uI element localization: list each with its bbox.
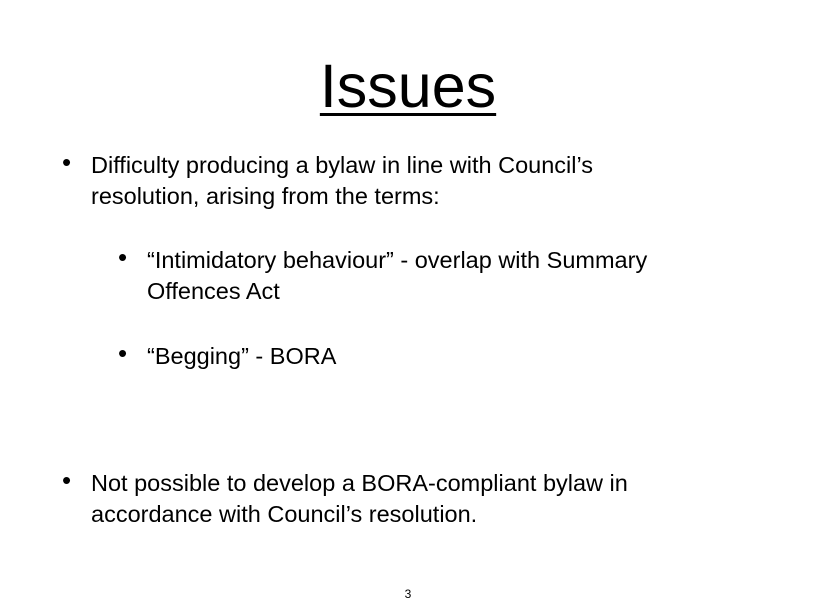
sub-bullet-text: “Begging” - BORA [147, 343, 337, 369]
slide-title: Issues [319, 52, 497, 120]
bullet-item [62, 465, 702, 530]
bullet-dot-icon: • [118, 338, 128, 368]
bullet-dot-icon: • [118, 242, 128, 272]
sub-bullet-item [118, 338, 738, 372]
bullet-dot-icon: • [62, 147, 72, 177]
bullet-text: Difficulty producing a bylaw in line with Council’s resolution, arising from the terms: [91, 152, 594, 209]
sub-bullet-item [118, 242, 738, 307]
sub-bullet-text: “Intimidatory behaviour” - overlap with Summary Offences Act [147, 247, 648, 304]
page-number: 3 [404, 587, 412, 601]
bullet-item [62, 147, 702, 212]
bullet-text: Not possible to develop a BORA-compliant bylaw in accordance with Council’s resolution. [91, 470, 628, 527]
bullet-dot-icon: • [62, 465, 72, 495]
